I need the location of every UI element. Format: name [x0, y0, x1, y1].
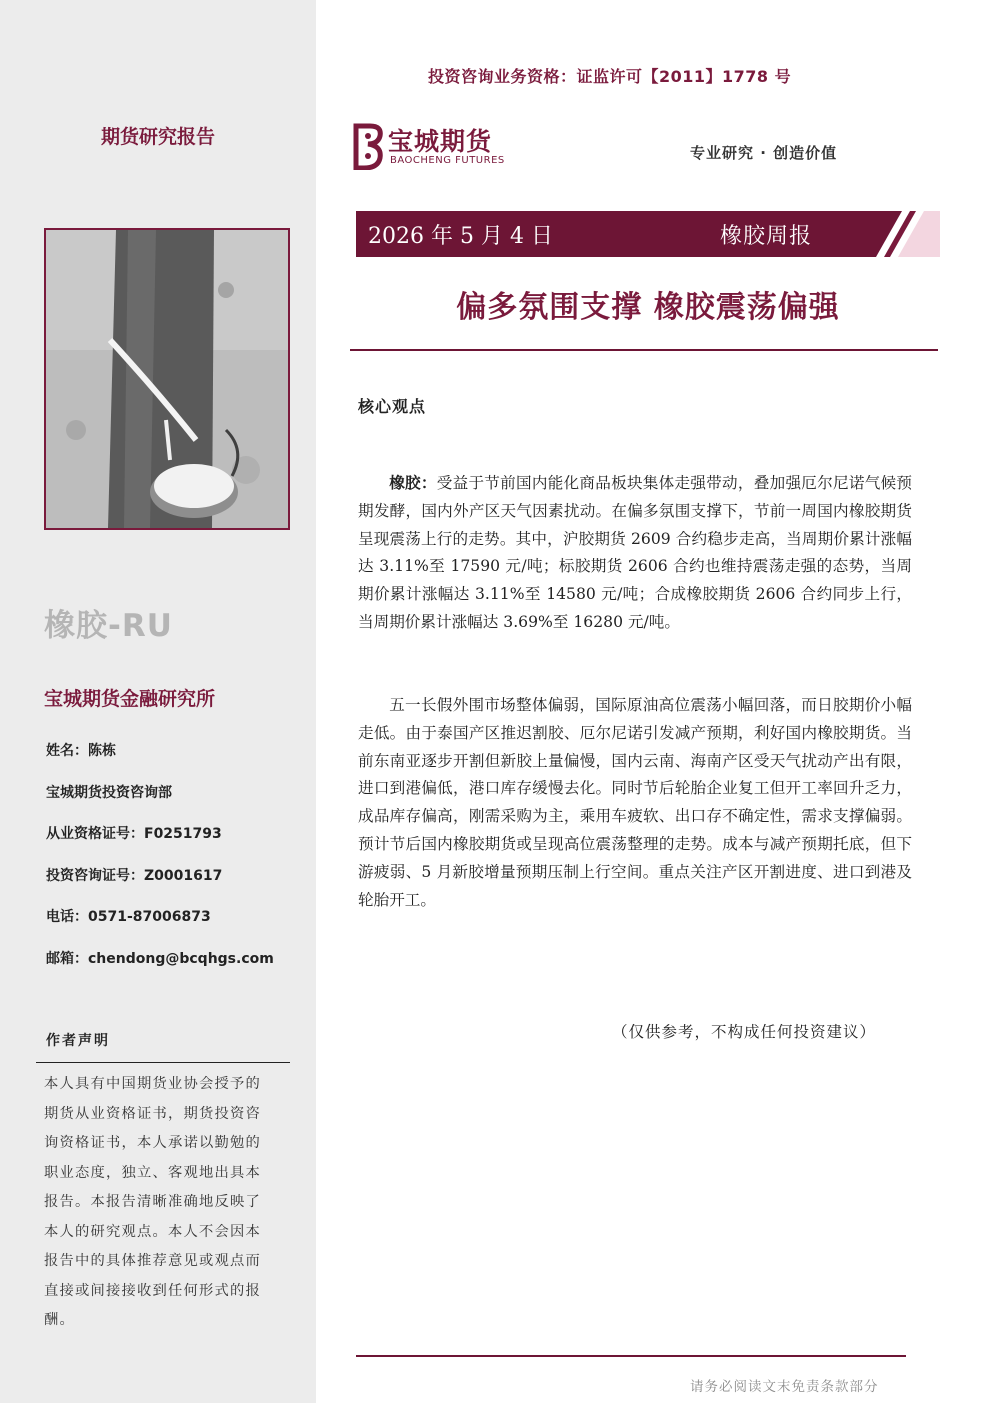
commodity-code: 橡胶-RU	[44, 608, 173, 644]
license-statement: 投资咨询业务资格：证监许可【2011】1778 号	[428, 67, 792, 86]
declaration-divider	[36, 1062, 290, 1063]
logo-mark-icon	[350, 122, 386, 170]
report-name: 橡胶周报	[720, 224, 813, 249]
sidebar	[0, 0, 316, 1403]
analyst-phone: 电话：0571-87006873	[46, 909, 211, 925]
declaration-body: 本人具有中国期货业协会授予的期货从业资格证书，期货投资咨询资格证书，本人承诺以勤勉的职业态度，独立、客观地出具本报告。本报告清晰准确地反映了本人的研究观点。本人不会因本报告中的具体推荐意见或观点而直接或间接接收到任何形式的报酬。	[44, 1076, 261, 1328]
report-date: 2026 年 5 月 4 日	[368, 224, 553, 249]
report-headline: 偏多氛围支撑 橡胶震荡偏强	[456, 290, 840, 325]
analyst-name: 姓名：陈栋	[46, 743, 116, 759]
analyst-email[interactable]: 邮箱：chendong@bcqhgs.com	[46, 951, 274, 967]
headline-divider	[350, 349, 938, 351]
report-banner	[356, 211, 940, 257]
declaration-title: 作者声明	[46, 1033, 110, 1049]
logo-english-name: BAOCHENG FUTURES	[390, 155, 505, 166]
institute-name: 宝城期货金融研究所	[44, 688, 216, 710]
advisory-license-number: 投资咨询证号：Z0001617	[46, 868, 223, 884]
paragraph-1-text: 受益于节前国内能化商品板块集体走强带动，叠加强厄尔尼诺气候预期发酵，国内外产区天气因素扰动。在偏多氛围支撑下，节前一周国内橡胶期货呈现震荡上行的走势。其中，沪胶期货 2609 合约稳步走高，当周期价累计涨幅达 3.11%至 17590 元/吨；标胶期货 2606 合约也维持震荡走强的态势，当周期价累计涨幅达 3.11%至 14580 元/吨；合成橡胶期货 2606 合约同步上行，当周期价累计涨幅达 3.69%至 16280 元/吨。	[358, 474, 912, 631]
paragraph-lead: 橡胶：	[389, 474, 437, 492]
logo-chinese-name: 宝城期货	[388, 127, 493, 156]
report-type-label: 期货研究报告	[100, 126, 215, 148]
footer-divider	[356, 1355, 906, 1357]
investment-disclaimer: （仅供参考，不构成任何投资建议）	[612, 1023, 877, 1041]
core-paragraph-2: 五一长假外围市场整体偏弱，国际原油高位震荡小幅回落，而日胶期价小幅走低。由于泰国产区推迟割胶、厄尔尼诺引发减产预期，利好国内橡胶期货。当前东南亚逐步开割但新胶上量偏慢，国内云南、海南产区受天气扰动产出有限，进口到港偏低，港口库存缓慢去化。同时节后轮胎企业复工但开工率回升乏力，成品库存偏高，刚需采购为主，乘用车疲软、出口存不确定性，需求支撑偏弱。预计节后国内橡胶期货或呈现高位震荡整理的走势。成本与减产预期托底，但下游疲弱、5 月新胶增量预期压制上行空间。重点关注产区开割进度、进口到港及轮胎开工。	[358, 696, 912, 909]
analyst-department: 宝城期货投资咨询部	[46, 785, 172, 801]
footer-note: 请务必阅读文末免责条款部分	[690, 1379, 879, 1395]
rubber-tapping-photo	[44, 228, 290, 530]
company-slogan: 专业研究 · 创造价值	[690, 144, 838, 162]
qualification-number: 从业资格证号：F0251793	[46, 826, 222, 842]
core-view-heading: 核心观点	[358, 397, 427, 416]
core-paragraph-1	[358, 470, 912, 637]
company-logo	[350, 122, 520, 172]
